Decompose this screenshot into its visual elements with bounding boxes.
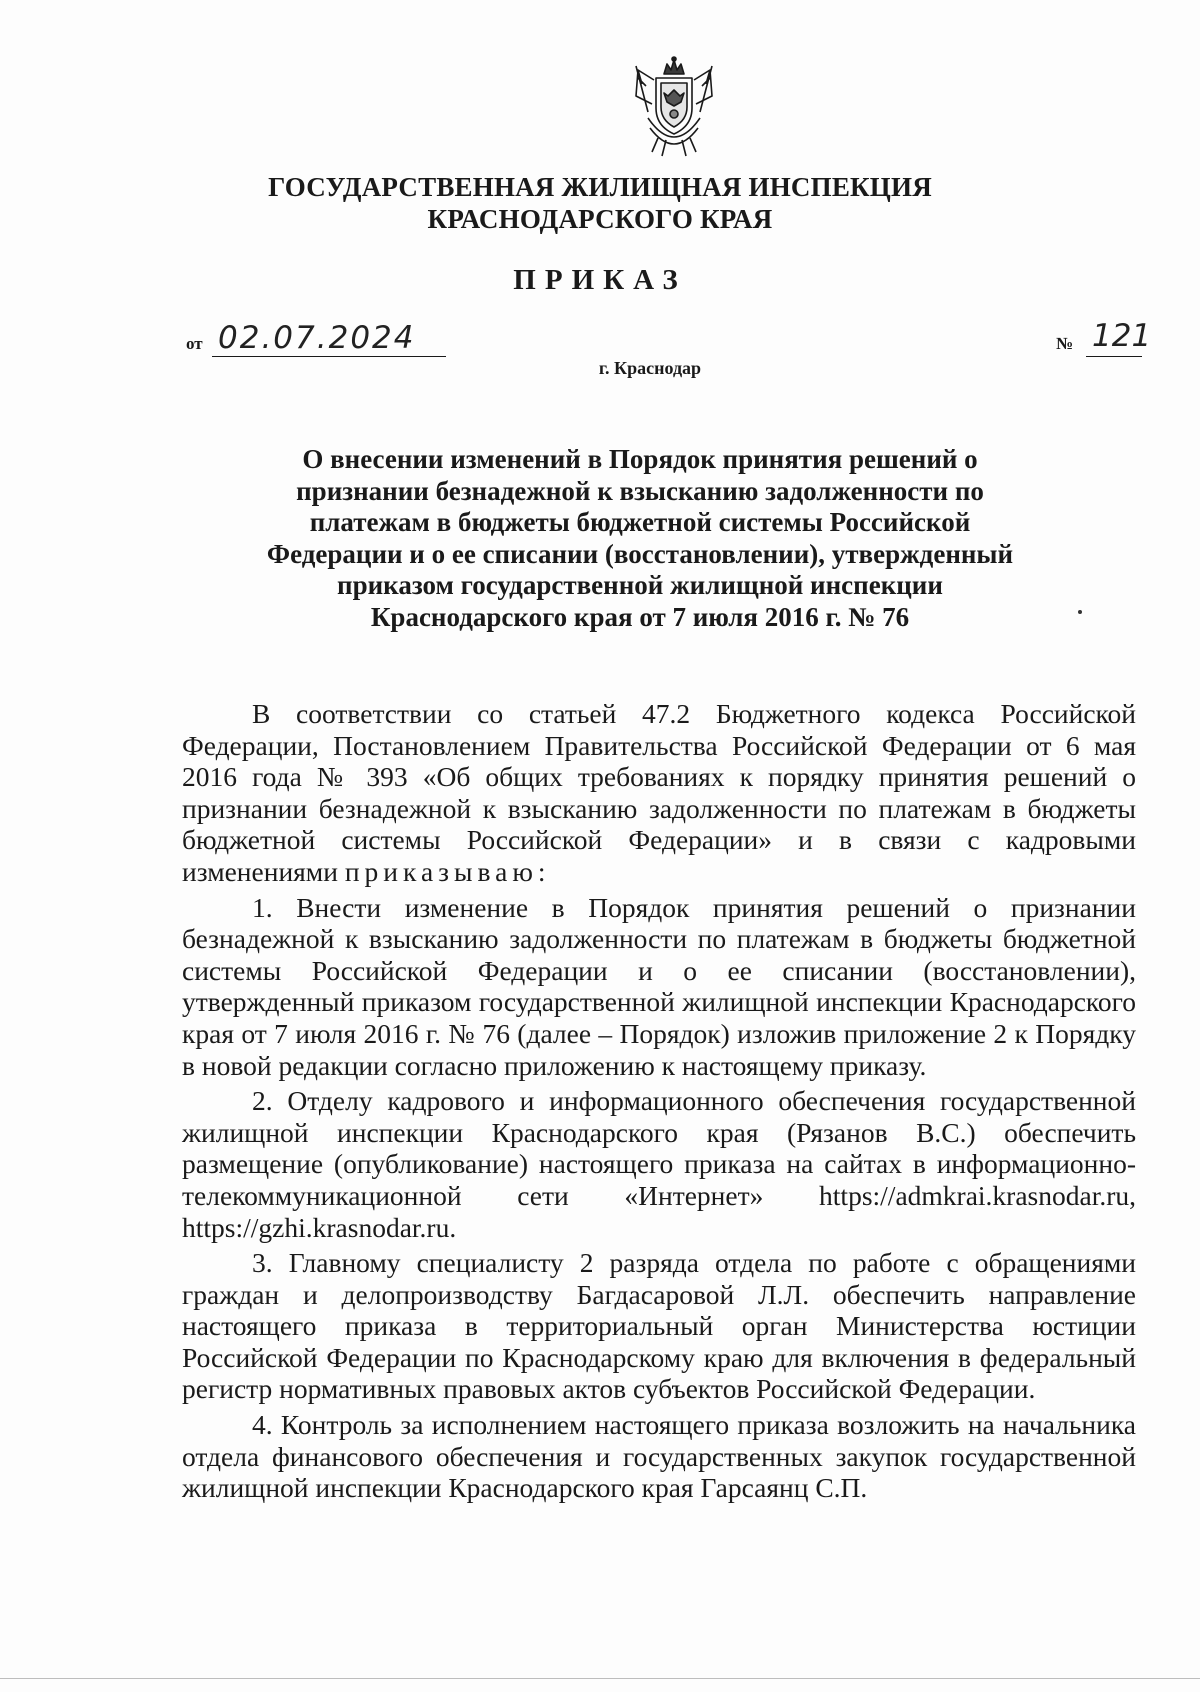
scan-edge-line <box>0 1678 1200 1679</box>
number-underline <box>1086 356 1142 357</box>
order-item-4: 4. Контроль за исполнением настоящего приказа возложить на начальника отдела финансового обеспечения и государственных закупок государственной жилищной инспекции Краснодарского края Гарсаянц С.П. <box>182 1409 1136 1504</box>
date-underline <box>212 356 446 357</box>
order-word: приказываю: <box>344 855 551 887</box>
handwritten-number: 121 <box>1092 318 1152 354</box>
order-item-1: 1. Внести изменение в Порядок принятия решений о признании безнадежной к взысканию задолженности по платежам в бюджеты бюджетной системы Российской Федерации и о ее списании (восстановлении), утвержденный приказом государственной жилищной инспекции Краснодарского края от 7 июля 2016 г. № 76 (далее – Порядок) изложив приложение 2 к Порядку в новой редакции согласно приложению к настоящему приказу. <box>182 891 1136 1081</box>
preamble-paragraph <box>182 698 1136 888</box>
agency-name-line-1: ГОСУДАРСТВЕННАЯ ЖИЛИЩНАЯ ИНСПЕКЦИЯ <box>268 172 932 202</box>
title-line: платежам в бюджеты бюджетной системы Российской <box>309 507 971 537</box>
document-body <box>182 698 1136 1508</box>
order-item-3: 3. Главному специалисту 2 разряда отдела по работе с обращениями граждан и делопроизводству Багдасаровой Л.Л. обеспечить направление настоящего приказа в территориальный орган Министерства юстиции Российской Федерации по Краснодарскому краю для включения в федеральный регистр нормативных правовых актов субъектов Российской Федерации. <box>182 1247 1136 1405</box>
coat-of-arms-icon <box>628 56 720 160</box>
document-type-heading: ПРИКАЗ <box>513 264 687 296</box>
order-item-2: 2. Отделу кадрового и информационного обеспечения государственной жилищной инспекции Краснодарского края (Рязанов В.С.) обеспечить размещение (опубликование) настоящего приказа на сайтах в информационно-телекоммуникационной сети «Интернет» https://admkrai.krasnodar.ru, https://gzhi.krasnodar.ru. <box>182 1085 1136 1243</box>
title-line: приказом государственной жилищной инспекции <box>337 570 943 600</box>
preamble-text: В соответствии со статьей 47.2 Бюджетного кодекса Российской Федерации, Постановлением Правительства Российской Федерации от 6 мая 2016 года № 393 «Об общих требованиях к порядку принятия решений о признании безнадежной к взысканию задолженности по платежам в бюджеты бюджетной системы Российской Федерации» и в связи с кадровыми изменениями <box>182 698 1136 887</box>
date-prefix: от <box>186 334 203 353</box>
city-label: г. Краснодар <box>598 358 702 378</box>
handwritten-date: 02.07.2024 <box>218 320 416 356</box>
title-line: Федерации и о ее списании (восстановлении), утвержденный <box>266 538 1014 569</box>
title-line: Краснодарского края от 7 июля 2016 г. № 76 <box>370 601 910 632</box>
document-title <box>240 444 1040 633</box>
scan-speck <box>1078 610 1082 614</box>
order-number <box>1056 318 1152 362</box>
order-date <box>186 322 456 362</box>
agency-name-line-2: КРАСНОДАРСКОГО КРАЯ <box>427 204 773 234</box>
number-prefix: № <box>1056 334 1074 353</box>
title-line: признании безнадежной к взысканию задолженности по <box>296 475 984 506</box>
title-line: О внесении изменений в Порядок принятия решений о <box>302 444 978 474</box>
